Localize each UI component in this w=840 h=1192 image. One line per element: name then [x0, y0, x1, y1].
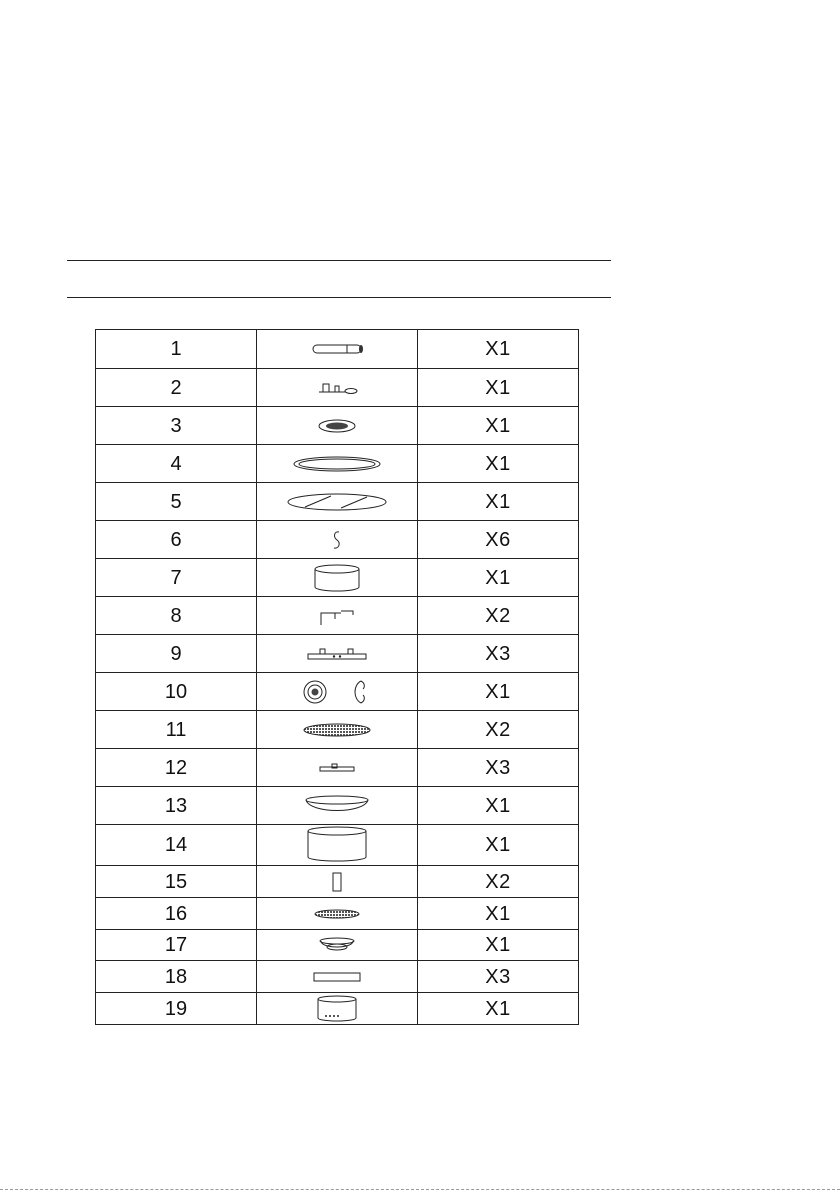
part-illustration	[257, 635, 418, 673]
part-quantity: X2	[418, 711, 579, 749]
table-row	[96, 898, 579, 930]
table-row	[96, 445, 579, 483]
part-number: 12	[96, 749, 257, 787]
part-illustration	[257, 521, 418, 559]
part-quantity: X1	[418, 330, 579, 369]
table-row	[96, 521, 579, 559]
cylinder-ring-icon	[257, 562, 417, 594]
part-number: 1	[96, 330, 257, 369]
table-row	[96, 930, 579, 961]
oval-grate-icon	[257, 722, 417, 738]
part-quantity: X3	[418, 749, 579, 787]
part-number: 17	[96, 930, 257, 961]
part-number: 2	[96, 369, 257, 407]
split-disc-icon	[257, 492, 417, 512]
table-row	[96, 635, 579, 673]
part-number: 18	[96, 961, 257, 993]
table-row	[96, 711, 579, 749]
rod-icon	[257, 342, 417, 356]
tall-cylinder-icon	[257, 825, 417, 865]
table-row	[96, 749, 579, 787]
part-illustration	[257, 597, 418, 635]
header-rule-bottom	[67, 297, 611, 298]
table-row	[96, 597, 579, 635]
part-quantity: X1	[418, 993, 579, 1025]
small-grate-icon	[257, 908, 417, 920]
part-number: 5	[96, 483, 257, 521]
small-bowl-icon	[257, 935, 417, 955]
part-illustration	[257, 898, 418, 930]
table-row	[96, 787, 579, 825]
table-row	[96, 866, 579, 898]
table-row	[96, 961, 579, 993]
vented-cylinder-icon	[257, 994, 417, 1024]
part-illustration	[257, 407, 418, 445]
part-quantity: X6	[418, 521, 579, 559]
bowl-icon	[257, 794, 417, 818]
table-row	[96, 330, 579, 369]
part-illustration	[257, 369, 418, 407]
part-number: 10	[96, 673, 257, 711]
table-row	[96, 825, 579, 866]
small-rectangle-icon	[257, 871, 417, 893]
part-illustration	[257, 993, 418, 1025]
table-row	[96, 559, 579, 597]
part-quantity: X2	[418, 597, 579, 635]
parts-list-table	[95, 329, 579, 1025]
part-number: 14	[96, 825, 257, 866]
part-illustration	[257, 673, 418, 711]
part-quantity: X1	[418, 825, 579, 866]
part-quantity: X1	[418, 930, 579, 961]
part-number: 11	[96, 711, 257, 749]
part-illustration	[257, 930, 418, 961]
part-quantity: X1	[418, 559, 579, 597]
tube-icon	[257, 970, 417, 984]
bracket-icon	[257, 380, 417, 396]
s-hook-icon	[257, 529, 417, 551]
part-illustration	[257, 961, 418, 993]
bent-handle-icon	[257, 605, 417, 627]
page-bottom-edge	[0, 1189, 840, 1190]
part-quantity: X3	[418, 961, 579, 993]
part-illustration	[257, 559, 418, 597]
flat-bar-icon	[257, 761, 417, 775]
part-quantity: X1	[418, 483, 579, 521]
header-rule-top	[67, 260, 611, 261]
small-disc-icon	[257, 418, 417, 434]
part-number: 9	[96, 635, 257, 673]
part-illustration	[257, 330, 418, 369]
part-illustration	[257, 749, 418, 787]
part-quantity: X1	[418, 369, 579, 407]
part-number: 13	[96, 787, 257, 825]
round-plate-icon	[257, 455, 417, 473]
part-illustration	[257, 825, 418, 866]
part-number: 19	[96, 993, 257, 1025]
part-illustration	[257, 866, 418, 898]
part-illustration	[257, 445, 418, 483]
part-number: 6	[96, 521, 257, 559]
part-quantity: X1	[418, 407, 579, 445]
part-quantity: X2	[418, 866, 579, 898]
part-illustration	[257, 787, 418, 825]
part-number: 16	[96, 898, 257, 930]
part-number: 7	[96, 559, 257, 597]
part-quantity: X1	[418, 673, 579, 711]
knob-and-clip-icon	[257, 677, 417, 707]
part-number: 8	[96, 597, 257, 635]
part-number: 4	[96, 445, 257, 483]
part-quantity: X1	[418, 445, 579, 483]
table-row	[96, 407, 579, 445]
part-illustration	[257, 711, 418, 749]
part-number: 3	[96, 407, 257, 445]
table-row	[96, 673, 579, 711]
part-illustration	[257, 483, 418, 521]
table-row	[96, 483, 579, 521]
table-row	[96, 993, 579, 1025]
part-number: 15	[96, 866, 257, 898]
part-quantity: X1	[418, 898, 579, 930]
long-bracket-icon	[257, 645, 417, 663]
table-row	[96, 369, 579, 407]
part-quantity: X3	[418, 635, 579, 673]
part-quantity: X1	[418, 787, 579, 825]
